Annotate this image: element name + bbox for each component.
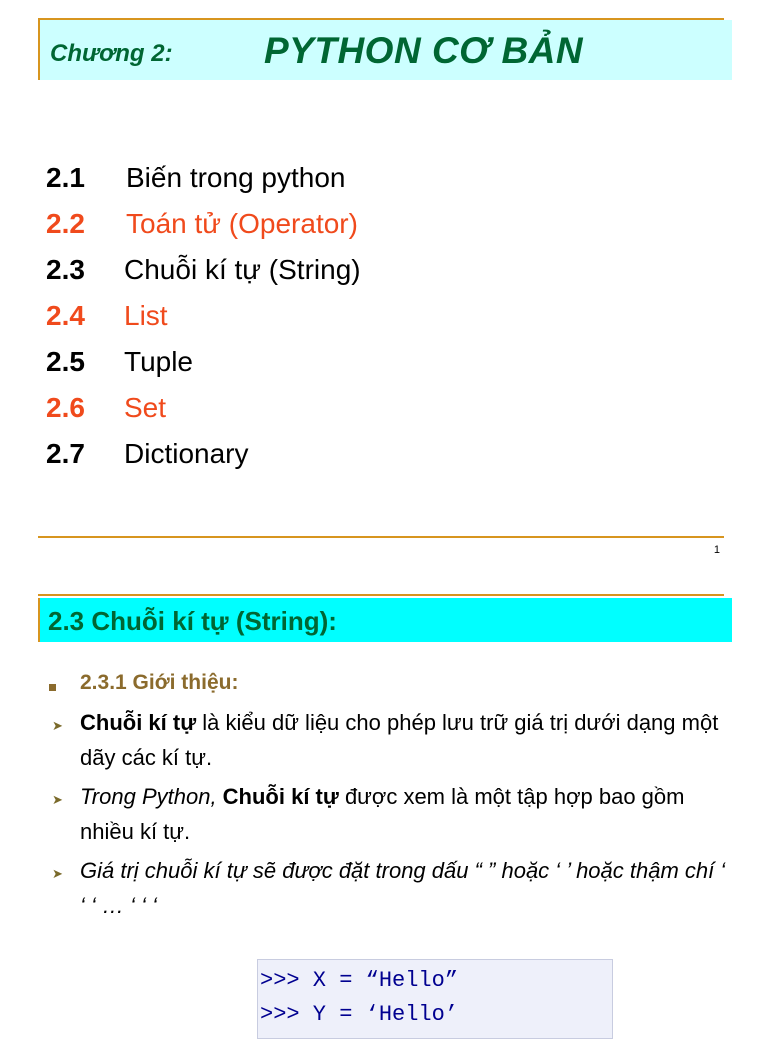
toc-label: List bbox=[124, 300, 168, 331]
code-line: >>> X = “Hello” bbox=[260, 968, 459, 993]
toc-number: 2.4 bbox=[46, 300, 85, 331]
term-bold: Chuỗi kí tự bbox=[222, 784, 339, 809]
toc-label: Chuỗi kí tự (String) bbox=[124, 254, 361, 285]
chapter-label: Chương 2: bbox=[50, 40, 173, 67]
paragraph-2 bbox=[80, 779, 730, 849]
term-bold: Chuỗi kí tự bbox=[80, 710, 197, 735]
paragraph-text: là kiểu dữ liệu cho phép lưu trữ giá trị dưới dạng một dãy các kí tự. bbox=[80, 710, 719, 770]
toc-item-2-2 bbox=[46, 208, 361, 254]
toc-number: 2.6 bbox=[46, 392, 85, 423]
toc-number: 2.7 bbox=[46, 438, 85, 469]
section-title-band bbox=[38, 598, 732, 642]
toc-item-2-3 bbox=[46, 254, 361, 300]
paragraph-text: được xem là một tập hợp bao gồm nhiều kí tự. bbox=[80, 784, 685, 844]
code-example-box bbox=[257, 959, 613, 1039]
chapter-title: PYTHON CƠ BẢN bbox=[264, 30, 584, 71]
arrow-bullet-icon: ➤ bbox=[52, 866, 63, 881]
arrow-bullet-icon: ➤ bbox=[52, 718, 63, 733]
toc-label: Tuple bbox=[124, 346, 194, 377]
toc-number: 2.3 bbox=[46, 254, 85, 285]
section-title: 2.3 Chuỗi kí tự (String): bbox=[48, 606, 337, 636]
toc-item-2-7 bbox=[46, 438, 361, 484]
sub-heading: 2.3.1 Giới thiệu: bbox=[80, 671, 239, 694]
table-of-contents bbox=[46, 162, 361, 484]
paragraph-1 bbox=[80, 705, 730, 775]
toc-item-2-5 bbox=[46, 346, 361, 392]
code-line: >>> Y = ‘Hello’ bbox=[260, 1002, 459, 1027]
chapter-title-band bbox=[38, 20, 732, 80]
toc-number: 2.5 bbox=[46, 346, 85, 377]
top-rule bbox=[38, 594, 724, 596]
toc-number: 2.2 bbox=[46, 208, 85, 239]
paragraph-3 bbox=[80, 853, 730, 923]
italic-text: Trong Python, bbox=[80, 784, 223, 809]
toc-item-2-4 bbox=[46, 300, 361, 346]
toc-label: Biến trong python bbox=[126, 162, 346, 193]
arrow-bullet-icon: ➤ bbox=[52, 792, 63, 807]
toc-label: Set bbox=[124, 392, 167, 423]
bottom-rule bbox=[38, 536, 724, 538]
toc-item-2-1 bbox=[46, 162, 361, 208]
italic-text: Giá trị chuỗi kí tự sẽ được đặt trong dấu “ ” hoặc ‘ ’ hoặc thậm chí ‘ ‘ ‘ … ‘ ‘ ‘ bbox=[80, 858, 726, 918]
toc-number: 2.1 bbox=[46, 162, 85, 193]
square-bullet-icon bbox=[49, 684, 56, 691]
toc-label: Toán tử (Operator) bbox=[126, 208, 358, 239]
toc-item-2-6 bbox=[46, 392, 361, 438]
toc-label: Dictionary bbox=[124, 438, 249, 469]
page-number: 1 bbox=[713, 544, 720, 556]
slide-2 bbox=[0, 568, 768, 1027]
